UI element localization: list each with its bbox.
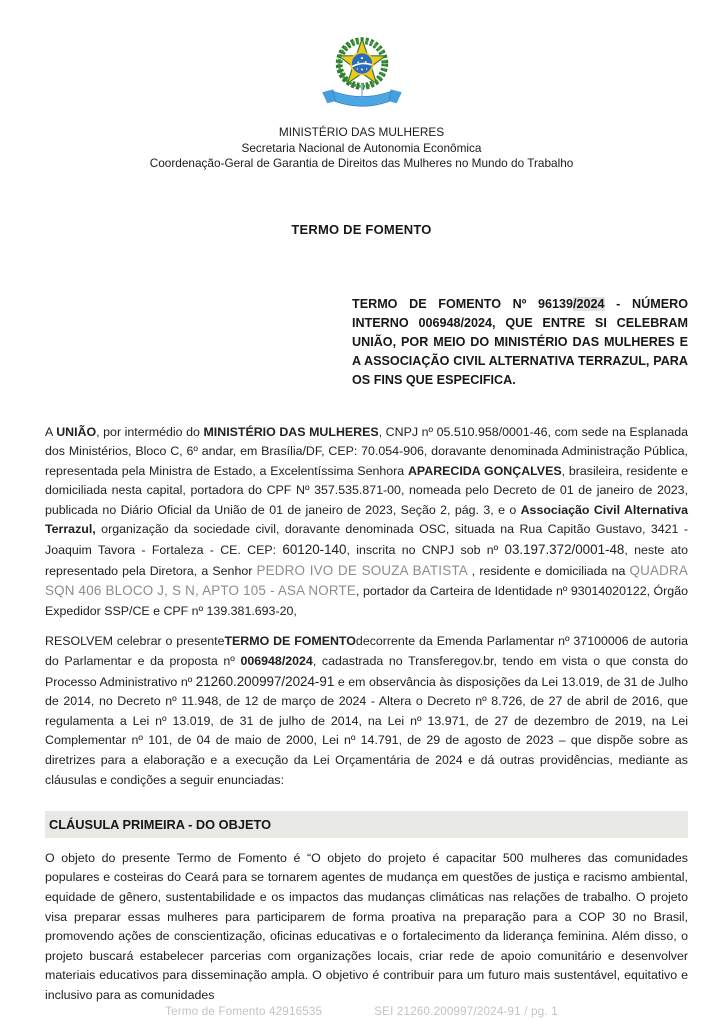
document-body xyxy=(45,423,688,1006)
footer-sei-ref: SEI 21260.200997/2024-91 / pg. 1 xyxy=(374,1005,558,1018)
page-footer xyxy=(0,1005,723,1018)
secretariat-name: Secretaria Nacional de Autonomia Econômica xyxy=(241,140,482,155)
document-header xyxy=(0,0,723,172)
paragraph-parties: A UNIÃO, por intermédio do MINISTÉRIO DAS MULHERES, CNPJ nº 05.510.958/0001-46, com sede na Esplanada dos Ministérios, Bloco C, 6º andar, em Brasília/DF, CEP: 70.054-906, doravante denominada Administração Pública, representada pela Ministra de Estado, a Excelentíssima Senhora APARECIDA GONÇALVES, brasileira, residente e domiciliada nesta capital, portadora do CPF Nº 357.535.871-00, nomeada pelo Decreto de 01 de janeiro de 2023, publicada no Diário Oficial da União de 01 de janeiro de 2023, Seção 2, pág. 3, e o Associação Civil Alternativa Terrazul, organização da sociedade civil, doravante denominada OSC, situada na Rua Capitão Gustavo, 3421 - Joaquim Tavora - Fortaleza - CE. CEP: 60120-140, inscrita no CNPJ sob nº 03.197.372/0001-48, neste ato representado pela Diretora, a Senhor PEDRO IVO DE SOUZA BATISTA , residente e domiciliada na QUADRA SQN 406 BLOCO J, S N, APTO 105 - ASA NORTE, portador da Carteira de Identidade nº 93014020122, Órgão Expedidor SSP/CE e CPF nº 139.381.693-20, xyxy=(45,424,688,618)
paragraph-object: O objeto do presente Termo de Fomento é “O objeto do projeto é capacitar 500 mulheres das comunidades populares e costeiras do Ceará para se tornarem agentes de mudança em questões de justiça e racismo ambiental, equidade de gênero, sustentabilidade e os impactos das mudanças climáticas nas relações de trabalho. O projeto visa preparar essas mulheres para participarem de forma proativa na preparação para a COP 30 no Brasil, promovendo ações de conscientização, oficinas educativas e o fortalecimento da liderança feminina. Além disso, o projeto buscará estabelecer parcerias com organizações locais, criar rede de apoio comunitário e desenvolver materiais educativos para disseminação ampla. O objetivo é contribuir para um futuro mais sustentável, equitativo e inclusivo para as comunidades xyxy=(45,850,688,1002)
coordination-name: Coordenação-Geral de Garantia de Direitos das Mulheres no Mundo do Trabalho xyxy=(149,156,574,170)
ministry-name: MINISTÉRIO DAS MULHERES xyxy=(278,125,445,139)
brazil-coat-of-arms-icon xyxy=(318,28,406,116)
paragraph-resolvem: RESOLVEM celebrar o presenteTERMO DE FOMENTOdecorrente da Emenda Parlamentar nº 37100006 de autoria do Parlamentar e da proposta nº 006948/2024, cadastrada no Transferegov.br, tendo em vista o que consta do Processo Administrativo nº 21260.200997/2024-91 e em observância às disposições da Lei 13.019, de 31 de Julho de 2014, no Decreto nº 11.948, de 12 de março de 2024 - Altera o Decreto nº 8.726, de 27 de abril de 2016, que regulamenta a Lei nº 13.019, de 31 de julho de 2014, na Lei nº 13.971, de 27 de dezembro de 2019, na Lei Complementar nº 101, de 04 de maio de 2000, Lei nº 14.791, de 29 de agosto de 2023 – que dispõe sobre as diretrizes para a elaboração e a execução da Lei Orçamentária de 2024 e dá outras providências, mediante as cláusulas e condições a seguir enunciadas: xyxy=(45,634,688,787)
epigraph-block: TERMO DE FOMENTO Nº 96139/2024 - NÚMERO INTERNO 006948/2024, QUE ENTRE SI CELEBRAM UNIÃO, POR MEIO DO MINISTÉRIO DAS MULHERES E A ASSOCIAÇÃO CIVIL ALTERNATIVA TERRAZUL, PARA OS FINS QUE ESPECIFICA. xyxy=(352,296,688,388)
document-title: TERMO DE FOMENTO xyxy=(291,221,432,237)
clause-heading: CLÁUSULA PRIMEIRA - DO OBJETO xyxy=(45,811,688,838)
footer-doc-ref: Termo de Fomento 42916535 xyxy=(165,1005,323,1018)
